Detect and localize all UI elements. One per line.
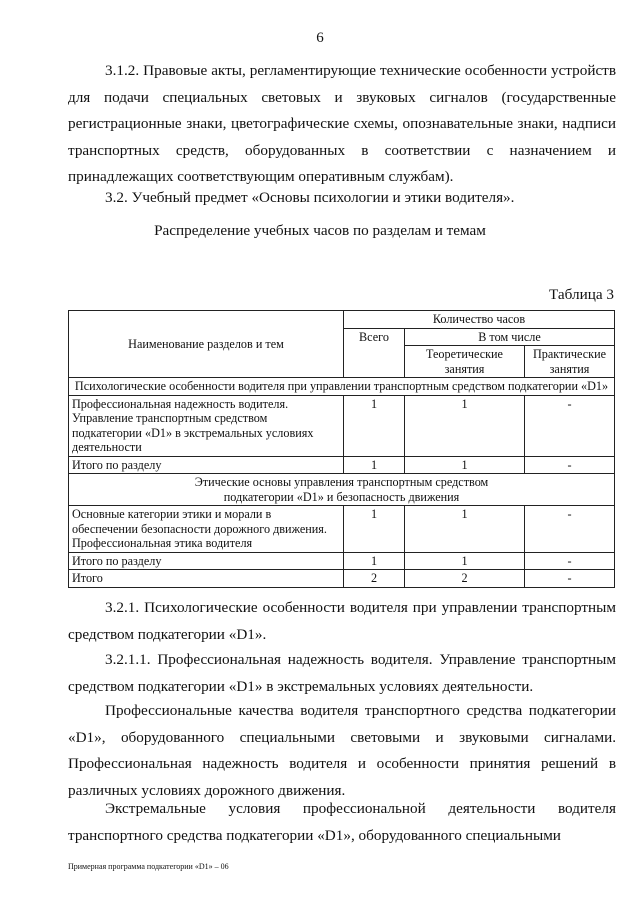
subtotal-practice: - xyxy=(525,552,615,570)
paragraph-3-2-1: 3.2.1. Психологические особенности водителя при управлении транспортным средством подкатегории «D1». xyxy=(68,599,616,643)
subtotal-total: 1 xyxy=(344,552,405,570)
header-name: Наименование разделов и тем xyxy=(69,311,344,378)
header-including: В том числе xyxy=(405,328,615,346)
table-row xyxy=(69,456,615,474)
grand-total-practice: - xyxy=(525,570,615,588)
grand-total-total: 2 xyxy=(344,570,405,588)
page-number: 6 xyxy=(316,30,324,46)
header-practice: Практические занятия xyxy=(525,346,615,378)
subtotal-total: 1 xyxy=(344,456,405,474)
hours-table xyxy=(68,310,615,588)
paragraph-professional-qualities: Профессиональные качества водителя транспортного средства подкатегории «D1», оборудованного специальными световыми и звуковыми сигналами. Профессиональная надежность водителя и особенности принятия решений в различных условиях дорожного движения. xyxy=(68,702,616,799)
grand-total-name: Итого xyxy=(69,570,344,588)
paragraph-3-1-2: 3.1.2. Правовые акты, регламентирующие технические особенности устройств для подачи специальных световых и звуковых сигналов (государственные регистрационные знаки, цветографические схемы, опознавательные знаки, надписи транспортных средств, оборудованных в соответствии с назначением и принадлежащих соответствующим оперативным службам). xyxy=(68,62,616,185)
paragraph-3-2-1-1: 3.2.1.1. Профессиональная надежность водителя. Управление транспортным средством подкатегории «D1» в экстремальных условиях деятельности. xyxy=(68,651,616,695)
subtotal-theory: 1 xyxy=(405,552,525,570)
subtotal-practice: - xyxy=(525,456,615,474)
row-name: Профессиональная надежность водителя. Управление транспортным средством подкатегории «D1» в экстремальных условиях деятельности xyxy=(69,395,344,456)
grand-total-theory: 2 xyxy=(405,570,525,588)
header-total: Всего xyxy=(344,328,405,378)
paragraph-3-2: 3.2. Учебный предмет «Основы психологии и этики водителя». xyxy=(105,189,515,206)
table-row xyxy=(69,552,615,570)
row-total: 1 xyxy=(344,395,405,456)
table-row xyxy=(69,395,615,456)
row-theory: 1 xyxy=(405,395,525,456)
section-heading-2 xyxy=(69,474,615,506)
row-practice: - xyxy=(525,395,615,456)
header-hours: Количество часов xyxy=(344,311,615,329)
table-number: Таблица 3 xyxy=(549,286,614,303)
paragraph-extreme-conditions: Экстремальные условия профессиональной деятельности водителя транспортного средства подкатегории «D1», оборудованного специальными xyxy=(68,800,616,844)
header-theory: Теоретические занятия xyxy=(405,346,525,378)
section-heading-2-line2: подкатегории «D1» и безопасность движения xyxy=(223,489,460,504)
table-row xyxy=(69,506,615,553)
footer: Примерная программа подкатегории «D1» – 06 xyxy=(68,862,229,871)
row-total: 1 xyxy=(344,506,405,553)
section-heading-1: Психологические особенности водителя при управлении транспортным средством подкатегории «D1» xyxy=(69,378,615,396)
subtotal-name: Итого по разделу xyxy=(69,456,344,474)
row-name: Основные категории этики и морали в обеспечении безопасности дорожного движения. Профессиональная этика водителя xyxy=(69,506,344,553)
subtotal-theory: 1 xyxy=(405,456,525,474)
row-theory: 1 xyxy=(405,506,525,553)
section-heading-2-line1: Этические основы управления транспортным средством xyxy=(194,475,489,489)
subtotal-name: Итого по разделу xyxy=(69,552,344,570)
row-practice: - xyxy=(525,506,615,553)
distribution-title: Распределение учебных часов по разделам и темам xyxy=(154,222,486,239)
table-row xyxy=(69,570,615,588)
